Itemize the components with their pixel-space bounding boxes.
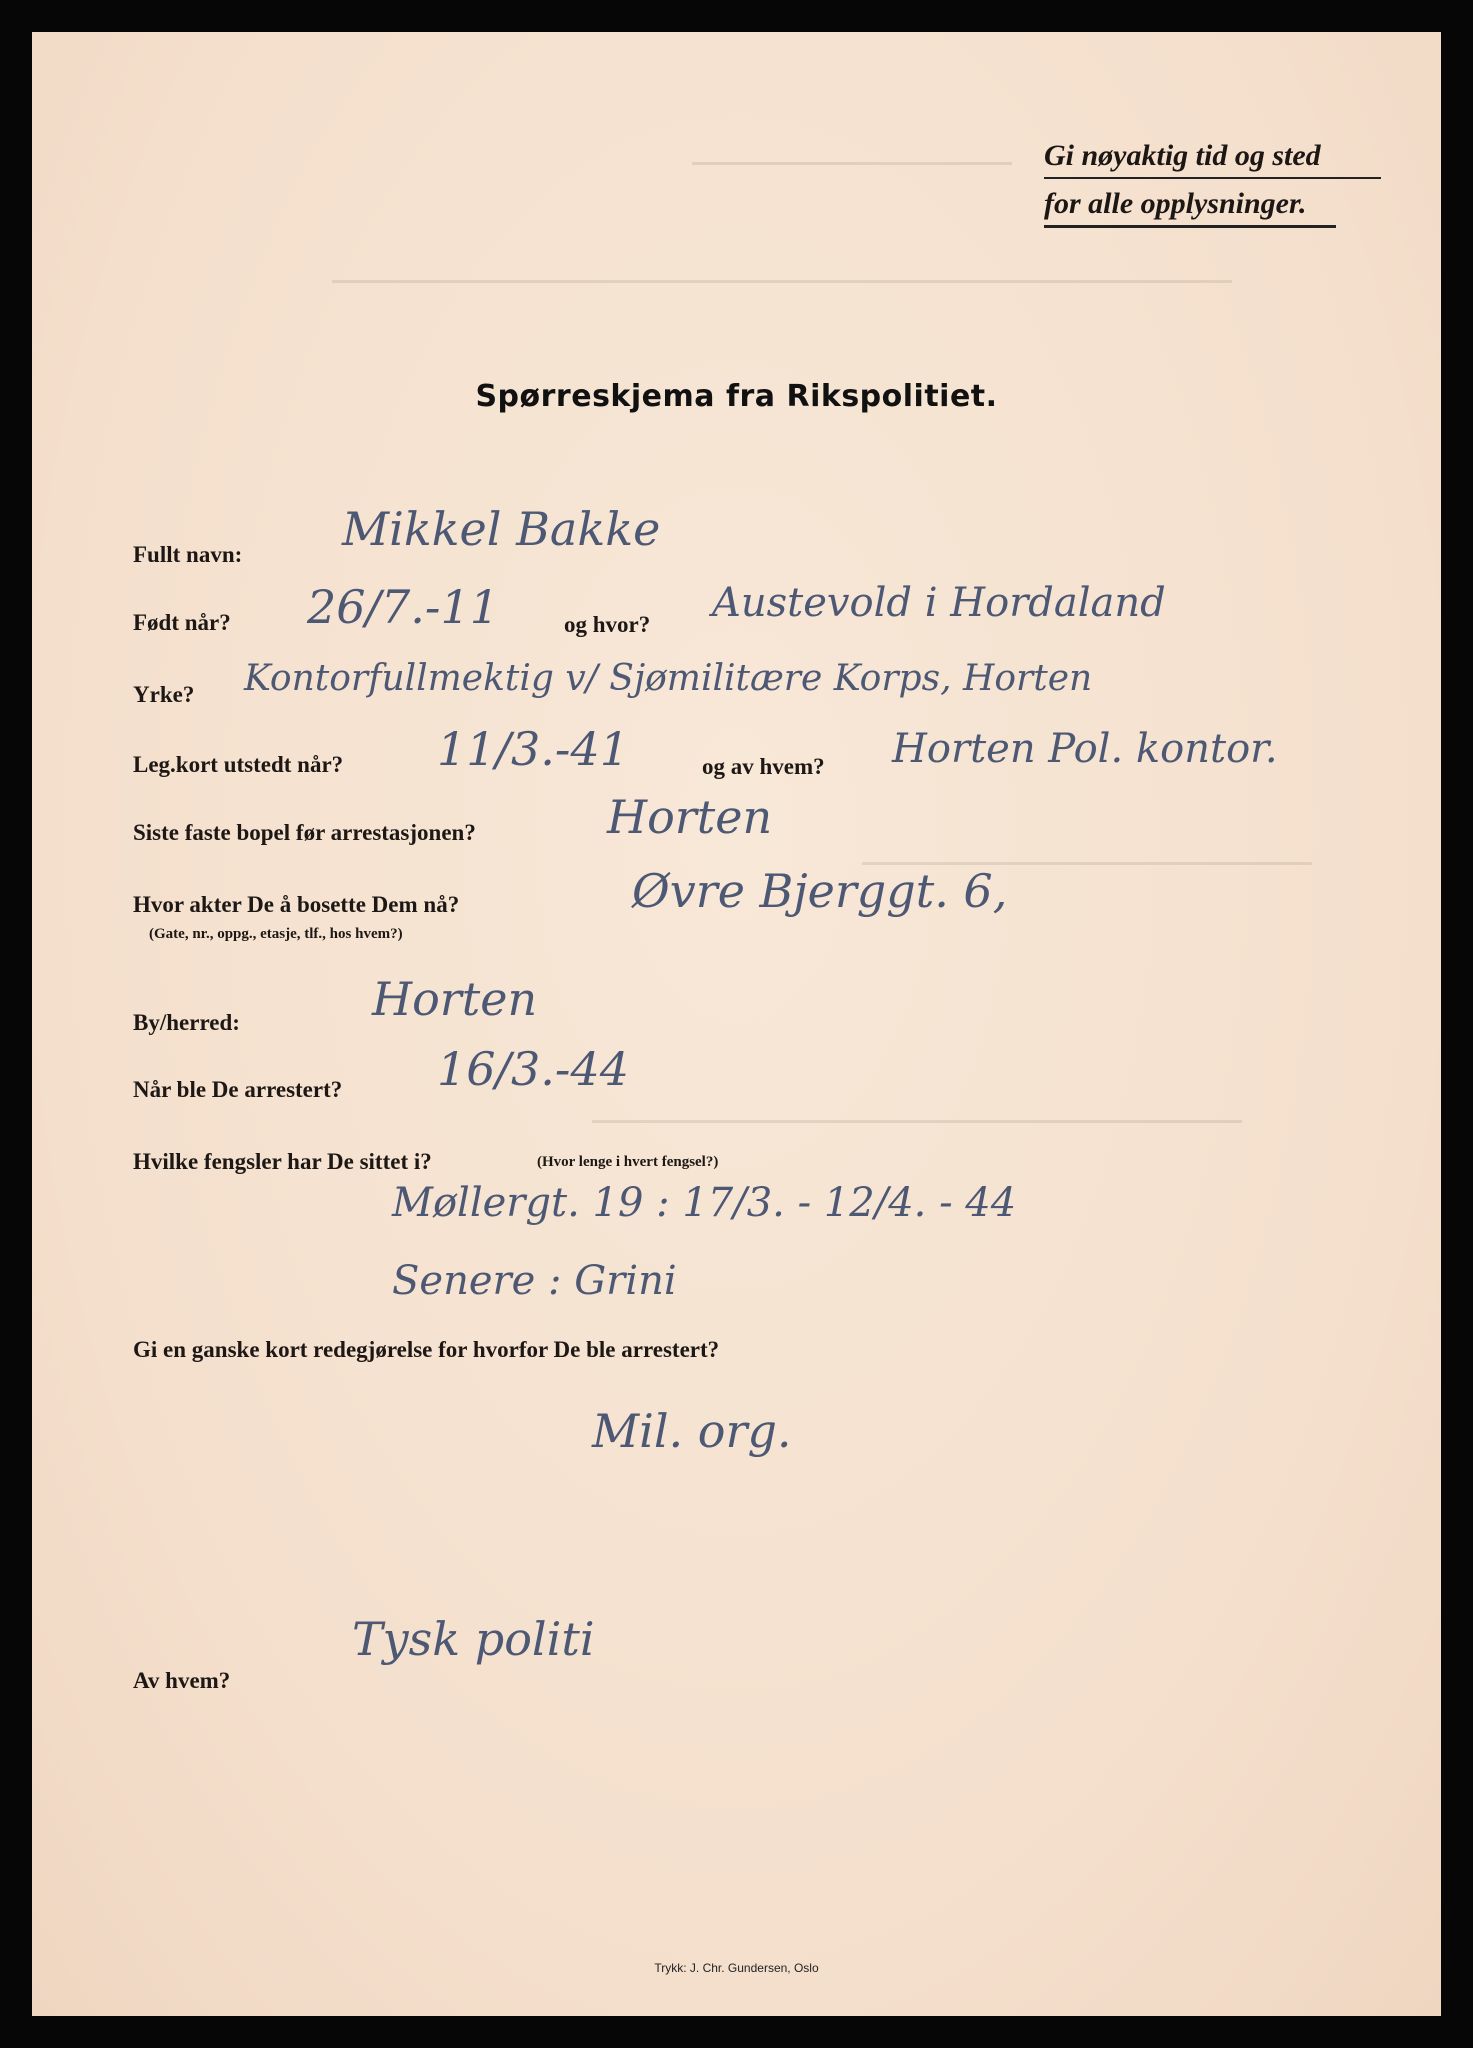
by-whom-label: Av hvem?	[133, 1668, 231, 1693]
bleed-through-mark	[592, 1120, 1242, 1123]
occupation-label: Yrke?	[133, 682, 195, 707]
arrested-when-value: 16/3.-44	[437, 1042, 629, 1096]
form-title: Spørreskjema fra Rikspolitiet.	[475, 379, 998, 414]
prisons-label: Hvilke fengsler har De sittet i?	[133, 1149, 432, 1174]
town-label: By/herred:	[133, 1010, 240, 1035]
prisons-line2: Senere : Grini	[392, 1258, 677, 1304]
settle-where-sublabel: (Gate, nr., oppg., etasje, tlf., hos hvem?)	[149, 926, 403, 942]
id-issued-when-value: 11/3.-41	[437, 722, 629, 776]
id-issued-when-label: Leg.kort utstedt når?	[133, 752, 344, 777]
born-when-label: Født når?	[133, 610, 231, 635]
bleed-through-mark	[332, 280, 1232, 283]
full-name-label: Fullt navn:	[133, 542, 243, 567]
last-residence-value: Horten	[607, 790, 773, 844]
born-where-label: og hvor?	[564, 612, 651, 637]
full-name-value: Mikkel Bakke	[342, 502, 661, 556]
last-residence-label: Siste faste bopel før arrestasjonen?	[133, 820, 476, 845]
id-issued-by-value: Horten Pol. kontor.	[892, 726, 1278, 772]
reason-value: Mil. org.	[592, 1404, 792, 1458]
arrested-when-label: Når ble De arrestert?	[133, 1077, 343, 1102]
town-value: Horten	[372, 972, 538, 1026]
born-when-value: 26/7.-11	[307, 580, 499, 634]
by-whom-value: Tysk politi	[352, 1612, 595, 1666]
id-issued-by-label: og av hvem?	[702, 754, 825, 779]
settle-where-value: Øvre Bjerggt. 6,	[632, 864, 1008, 918]
born-where-value: Austevold i Hordaland	[712, 580, 1166, 626]
instruction-note-line2: for alle opplysninger.	[1044, 187, 1336, 228]
occupation-value: Kontorfullmektig v/ Sjømilitære Korps, Horten	[244, 658, 1093, 699]
printer-imprint: Trykk: J. Chr. Gundersen, Oslo	[654, 1961, 819, 1975]
prisons-sublabel: (Hvor lenge i hvert fengsel?)	[537, 1154, 719, 1170]
prisons-line1: Møllergt. 19 : 17/3. - 12/4. - 44	[392, 1180, 1017, 1226]
bleed-through-mark	[692, 162, 1012, 165]
form-page	[32, 32, 1441, 2016]
settle-where-label: Hvor akter De å bosette Dem nå?	[133, 892, 460, 917]
reason-label: Gi en ganske kort redegjørelse for hvorfor De ble arrestert?	[133, 1337, 720, 1362]
instruction-note-line1: Gi nøyaktig tid og sted	[1044, 139, 1381, 179]
